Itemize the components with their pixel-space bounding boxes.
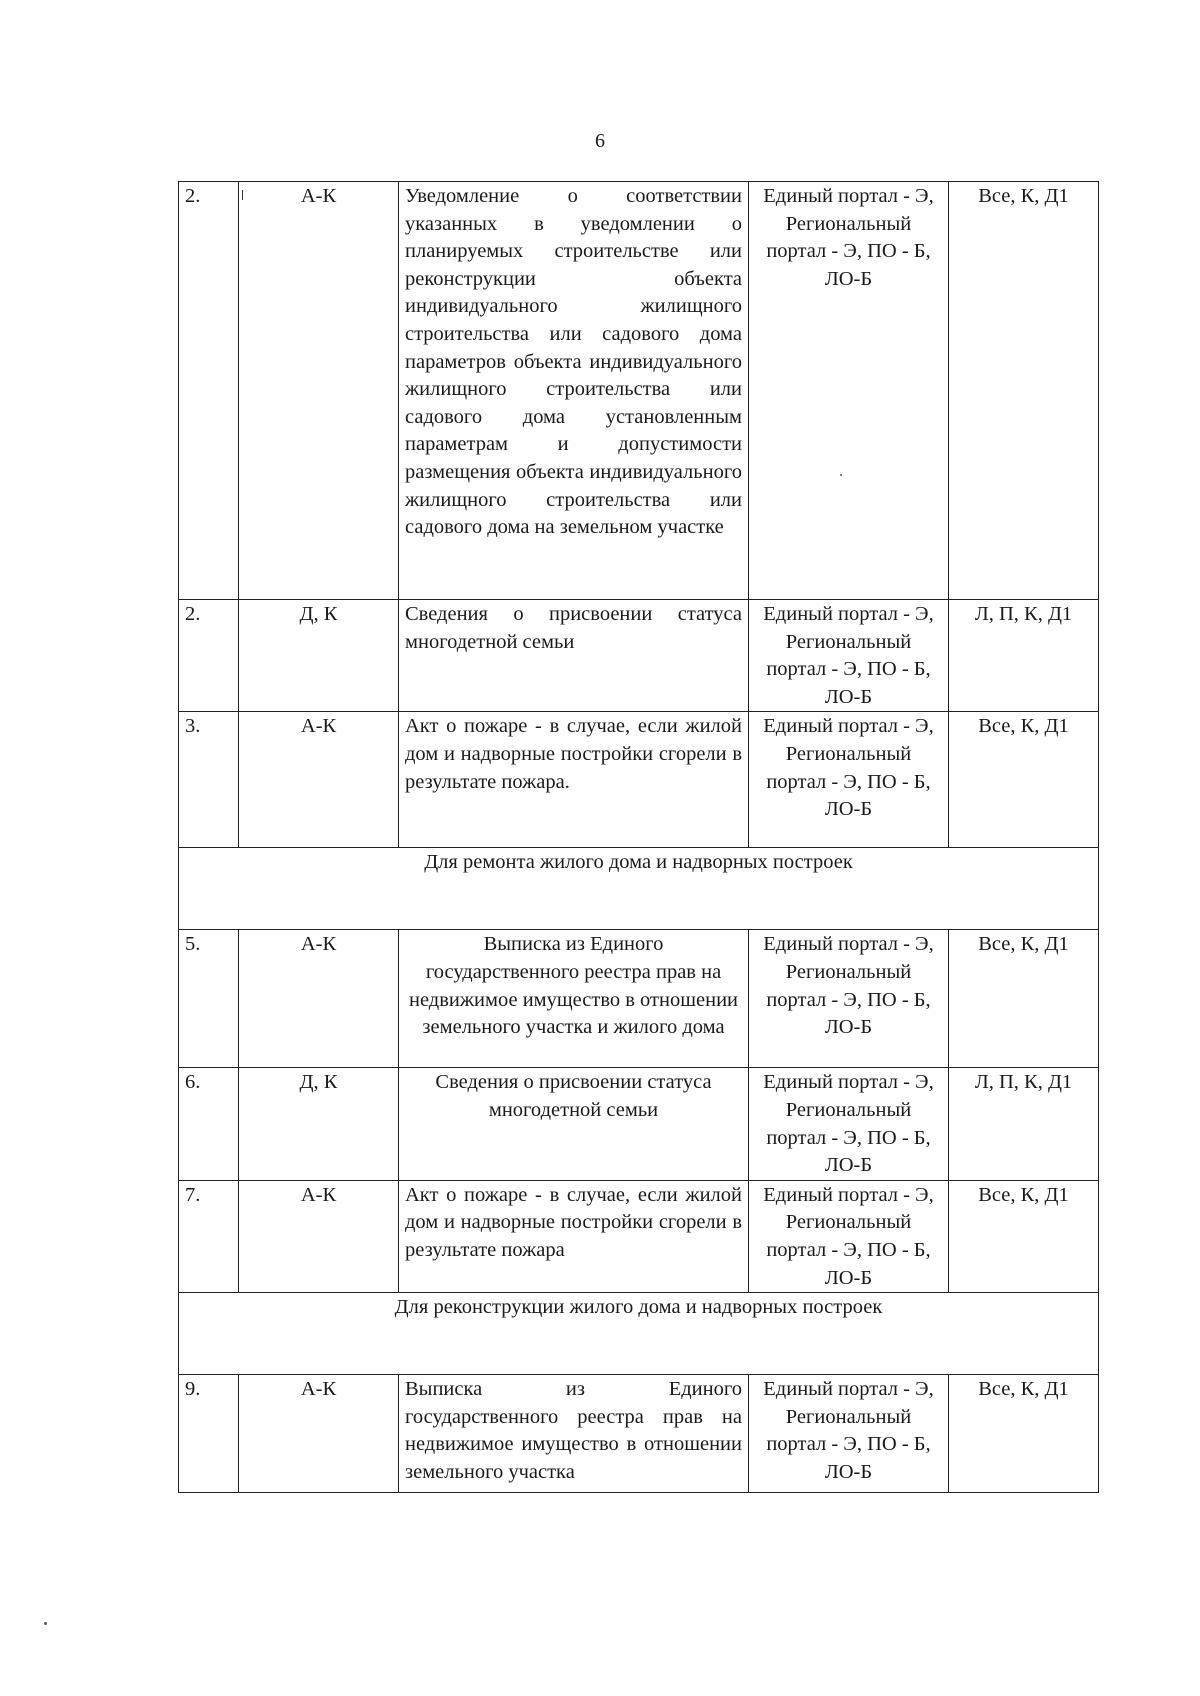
document-source-cell: Единый портал - Э, Региональный портал - Э, ПО - Б, ЛО-Б bbox=[749, 1375, 949, 1493]
document-name-cell: Выписка из Единого государственного реестра прав на недвижимое имущество в отношении земельного участка и жилого дома bbox=[399, 930, 749, 1068]
document-source-cell: Единый портал - Э, Региональный портал - Э, ПО - Б, ЛО-Б bbox=[749, 600, 949, 712]
document-name-cell: Сведения о присвоении статуса многодетной семьи bbox=[399, 600, 749, 712]
document-name-cell: Акт о пожаре - в случае, если жилой дом и надворные постройки сгорели в результате пожара. bbox=[399, 712, 749, 848]
document-name-cell: Уведомление о соответствии указанных в уведомлении о планируемых строительстве или реконструкции объекта индивидуального жилищного строительства или садового дома параметров объекта индивидуального жилищного строительства или садового дома установленным параметрам и допустимости размещения объекта индивидуального жилищного строительства или садового дома на земельном участке bbox=[399, 182, 749, 600]
page-number: 6 bbox=[595, 130, 605, 152]
document-source-cell: Единый портал - Э, Региональный портал - Э, ПО - Б, ЛО-Б bbox=[749, 712, 949, 848]
row-number-cell: 2. bbox=[179, 600, 239, 712]
scan-speck bbox=[840, 474, 842, 476]
row-number-cell: 5. bbox=[179, 930, 239, 1068]
document-category-cell: А-К bbox=[239, 1180, 399, 1292]
document-category-cell: А-К bbox=[239, 712, 399, 848]
table-row bbox=[179, 1180, 1099, 1292]
applicant-category-cell: Все, К, Д1 bbox=[949, 712, 1099, 848]
row-number-cell: 6. bbox=[179, 1068, 239, 1180]
table-row bbox=[179, 712, 1099, 848]
applicant-category-cell: Все, К, Д1 bbox=[949, 1375, 1099, 1493]
documents-table bbox=[178, 181, 1099, 1493]
document-name-cell: Акт о пожаре - в случае, если жилой дом и надворные постройки сгорели в результате пожара bbox=[399, 1180, 749, 1292]
document-source-cell: Единый портал - Э, Региональный портал - Э, ПО - Б, ЛО-Б bbox=[749, 1068, 949, 1180]
row-number-cell: 3. bbox=[179, 712, 239, 848]
row-number-cell: 9. bbox=[179, 1375, 239, 1493]
table-row bbox=[179, 182, 1099, 600]
scan-speck bbox=[44, 1622, 47, 1625]
document-category-cell: Д, К bbox=[239, 600, 399, 712]
row-number-cell: 2. bbox=[179, 182, 239, 600]
document-category-cell: А-К bbox=[239, 930, 399, 1068]
applicant-category-cell: Все, К, Д1 bbox=[949, 1180, 1099, 1292]
section-header-row bbox=[179, 848, 1099, 930]
section-header-row bbox=[179, 1293, 1099, 1375]
table-row bbox=[179, 600, 1099, 712]
row-number-cell: 7. bbox=[179, 1180, 239, 1292]
document-category-cell: Д, К bbox=[239, 1068, 399, 1180]
document-name-cell: Сведения о присвоении статуса многодетной семьи bbox=[399, 1068, 749, 1180]
section-title: Для реконструкции жилого дома и надворных построек bbox=[179, 1293, 1099, 1375]
document-source-cell: Единый портал - Э, Региональный портал - Э, ПО - Б, ЛО-Б bbox=[749, 1180, 949, 1292]
document-category-cell: А-К bbox=[239, 1375, 399, 1493]
applicant-category-cell: Л, П, К, Д1 bbox=[949, 600, 1099, 712]
document-source-cell: Единый портал - Э, Региональный портал - Э, ПО - Б, ЛО-Б bbox=[749, 182, 949, 600]
table-row bbox=[179, 1068, 1099, 1180]
document-category-cell: А-К bbox=[239, 182, 399, 600]
section-title: Для ремонта жилого дома и надворных построек bbox=[179, 848, 1099, 930]
scan-mark bbox=[242, 190, 243, 200]
applicant-category-cell: Все, К, Д1 bbox=[949, 182, 1099, 600]
table-row bbox=[179, 930, 1099, 1068]
document-name-cell: Выписка из Единого государственного реестра прав на недвижимое имущество в отношении земельного участка bbox=[399, 1375, 749, 1493]
applicant-category-cell: Л, П, К, Д1 bbox=[949, 1068, 1099, 1180]
document-source-cell: Единый портал - Э, Региональный портал - Э, ПО - Б, ЛО-Б bbox=[749, 930, 949, 1068]
applicant-category-cell: Все, К, Д1 bbox=[949, 930, 1099, 1068]
table-row bbox=[179, 1375, 1099, 1493]
